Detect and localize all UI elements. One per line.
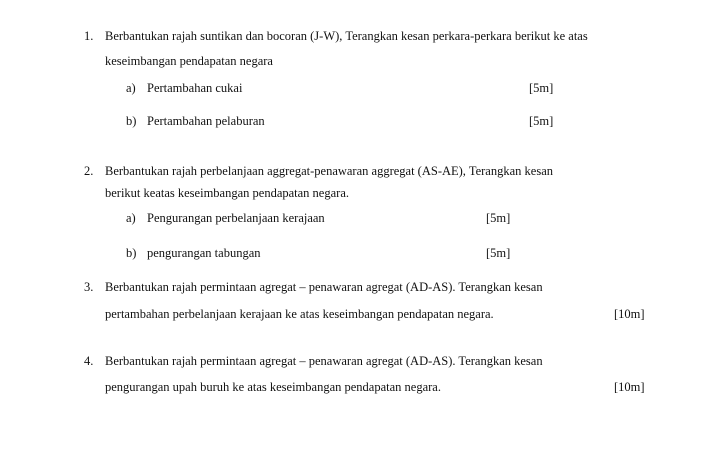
q2a-marks: [5m] [486,211,511,225]
q2b-marks: [5m] [486,246,511,260]
q2-text-line1: Berbantukan rajah perbelanjaan aggregat-penawaran aggregat (AS-AE), Terangkan kesan [105,164,553,178]
q4-number: 4. [84,354,94,368]
q3-text-line2: pertambahan perbelanjaan kerajaan ke atas keseimbangan pendapatan negara. [105,307,494,321]
q2b-text: pengurangan tabungan [147,246,261,260]
q4-marks: [10m] [614,380,645,394]
q1-text-line1: Berbantukan rajah suntikan dan bocoran (J-W), Terangkan kesan perkara-perkara berikut ke atas [105,29,588,43]
q3-marks: [10m] [614,307,645,321]
q1a-text: Pertambahan cukai [147,81,243,95]
q1a-label: a) [126,81,136,95]
q1-number: 1. [84,29,94,43]
q3-number: 3. [84,280,94,294]
q2-text-line2: berikut keatas keseimbangan pendapatan negara. [105,186,349,200]
q1b-label: b) [126,114,137,128]
q3-text-line1: Berbantukan rajah permintaan agregat – penawaran agregat (AD-AS). Terangkan kesan [105,280,543,294]
q1-text-line2: keseimbangan pendapatan negara [105,54,273,68]
q1a-marks: [5m] [529,81,554,95]
q1b-text: Pertambahan pelaburan [147,114,265,128]
q2a-label: a) [126,211,136,225]
q4-text-line1: Berbantukan rajah permintaan agregat – penawaran agregat (AD-AS). Terangkan kesan [105,354,543,368]
q2a-text: Pengurangan perbelanjaan kerajaan [147,211,325,225]
q4-text-line2: pengurangan upah buruh ke atas keseimbangan pendapatan negara. [105,380,441,394]
q1b-marks: [5m] [529,114,554,128]
q2b-label: b) [126,246,137,260]
q2-number: 2. [84,164,94,178]
